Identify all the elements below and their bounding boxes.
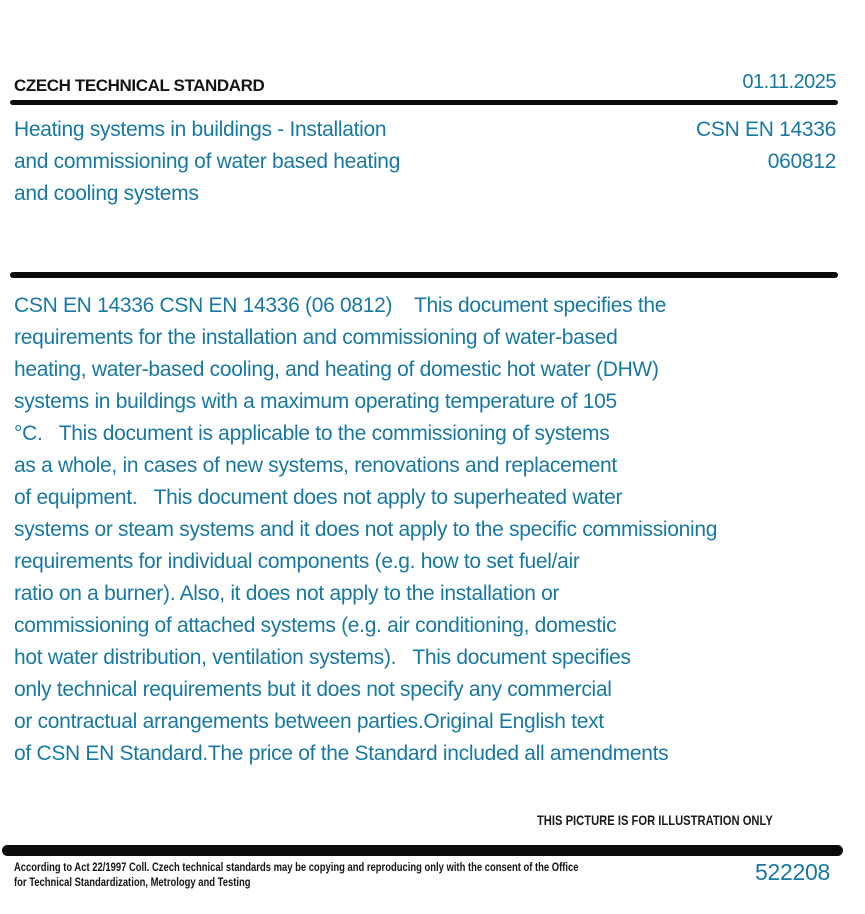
- standard-title-line: Heating systems in buildings - Installation: [14, 118, 387, 141]
- abstract-line: or contractual arrangements between parties.Original English text: [14, 710, 604, 733]
- abstract-line: systems in buildings with a maximum operating temperature of 105: [14, 390, 617, 413]
- abstract-line: of equipment. This document does not apply to superheated water: [14, 486, 623, 509]
- issue-date: 01.11.2025: [742, 71, 836, 93]
- illustration-notice: THIS PICTURE IS FOR ILLUSTRATION ONLY: [537, 812, 773, 828]
- title-divider: [10, 272, 838, 278]
- abstract-line: °C. This document is applicable to the commissioning of systems: [14, 422, 610, 445]
- copyright-notice-line: According to Act 22/1997 Coll. Czech technical standards may be copying and reproducing only with the consent of the Office: [14, 862, 579, 874]
- standard-codes: [696, 114, 836, 178]
- abstract-line: of CSN EN Standard.The price of the Standard included all amendments: [14, 742, 669, 765]
- abstract-line: hot water distribution, ventilation systems). This document specifies: [14, 646, 631, 669]
- abstract-line: CSN EN 14336 CSN EN 14336 (06 0812) This document specifies the: [14, 294, 667, 317]
- abstract-line: requirements for individual components (e.g. how to set fuel/air: [14, 550, 580, 573]
- page-title: CZECH TECHNICAL STANDARD: [14, 76, 265, 95]
- standard-code: CSN EN 14336: [696, 118, 836, 141]
- abstract-line: only technical requirements but it does not specify any commercial: [14, 678, 612, 701]
- copyright-notice-line: for Technical Standardization, Metrology and Testing: [14, 877, 251, 889]
- abstract-line: systems or steam systems and it does not apply to the specific commissioning: [14, 518, 718, 541]
- abstract-line: requirements for the installation and commissioning of water-based: [14, 326, 618, 349]
- order-number: 522208: [755, 859, 830, 885]
- copyright-notice: [14, 861, 579, 891]
- standard-title: [14, 114, 400, 210]
- footer-divider: [2, 845, 843, 856]
- abstract-text: [14, 290, 717, 770]
- abstract-line: commissioning of attached systems (e.g. air conditioning, domestic: [14, 614, 617, 637]
- abstract-line: heating, water-based cooling, and heating of domestic hot water (DHW): [14, 358, 659, 381]
- standard-class-number: 060812: [767, 150, 836, 173]
- abstract-line: ratio on a burner). Also, it does not apply to the installation or: [14, 582, 560, 605]
- standard-title-line: and commissioning of water based heating: [14, 150, 401, 173]
- abstract-line: as a whole, in cases of new systems, renovations and replacement: [14, 454, 617, 477]
- header-divider: [10, 100, 838, 105]
- standard-title-line: and cooling systems: [14, 182, 199, 205]
